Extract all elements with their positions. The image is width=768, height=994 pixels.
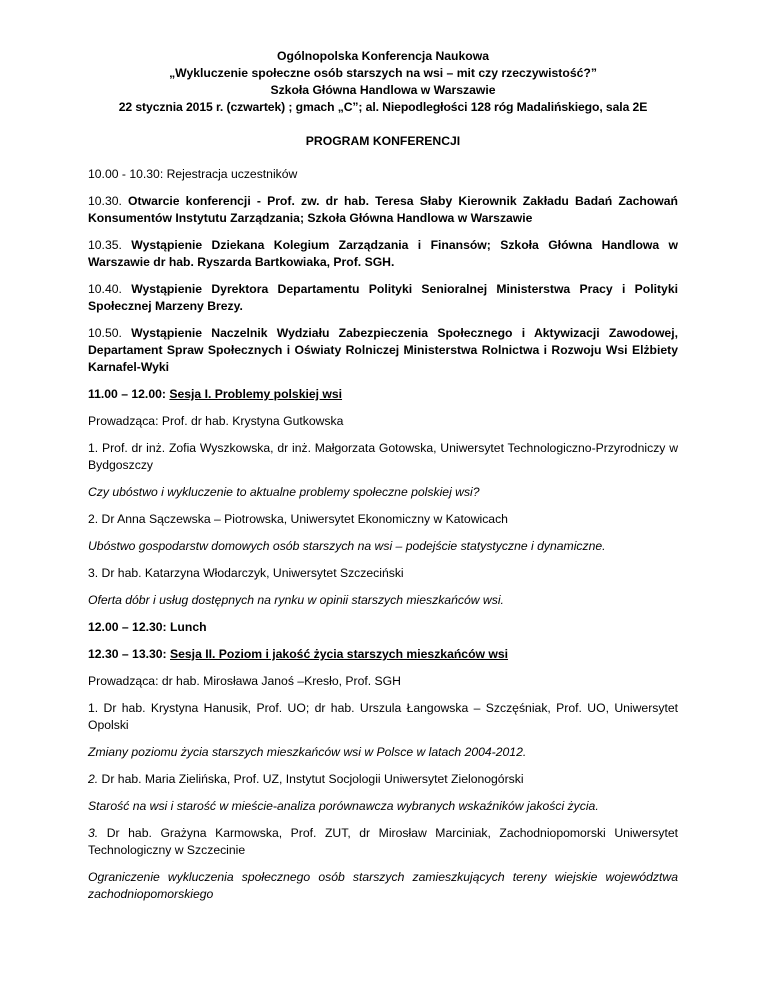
session-2-talk-3-title: Ograniczenie wykluczenia społecznego osób starszych zamieszkujących tereny wiejskie województwa zachodniopomorskiego — [88, 870, 678, 901]
session-2-chair: Prowadząca: dr hab. Mirosława Janoś –Kresło, Prof. SGH — [88, 674, 401, 688]
session-1-talk-3-authors: 3. Dr hab. Katarzyna Włodarczyk, Uniwersytet Szczeciński — [88, 566, 404, 580]
session-2-talk-3-number: 3. — [88, 826, 99, 840]
session-2-talk-2-title: Starość na wsi i starość w mieście-analiza porównawcza wybranych wskaźników jakości życia. — [88, 799, 599, 813]
dean-item — [88, 237, 678, 271]
director-item — [88, 281, 678, 315]
session-1-time: 11.00 – 12.00: — [88, 387, 166, 401]
director-text: Wystąpienie Dyrektora Departamentu Polityki Senioralnej Ministerstwa Pracy i Polityki Społecznej Marzeny Brezy. — [88, 282, 679, 313]
director-time: 10.40. — [88, 282, 122, 296]
session-2-time: 12.30 – 13.30: — [88, 647, 167, 661]
session-1-talk-3-title: Oferta dóbr i usług dostępnych na rynku w opinii starszych mieszkańców wsi. — [88, 593, 504, 607]
dean-text: Wystąpienie Dziekana Kolegium Zarządzania i Finansów; Szkoła Główna Handlowa w Warszawie dr hab. Ryszarda Bartkowiaka, Prof. SGH. — [88, 238, 679, 269]
session-1-chair: Prowadząca: Prof. dr hab. Krystyna Gutkowska — [88, 414, 344, 428]
registration-item: 10.00 - 10.30: Rejestracja uczestników — [88, 167, 298, 181]
session-1-talk-1-title: Czy ubóstwo i wykluczenie to aktualne problemy społeczne polskiej wsi? — [88, 485, 480, 499]
session-2-heading — [88, 646, 678, 663]
conference-header — [88, 48, 678, 116]
document-page — [88, 48, 678, 903]
session-2-title: Sesja II. Poziom i jakość życia starszych mieszkańców wsi — [170, 647, 509, 661]
session-1-talk-2-authors: 2. Dr Anna Sączewska – Piotrowska, Uniwersytet Ekonomiczny w Katowicach — [88, 512, 508, 526]
header-line-1: Ogólnopolska Konferencja Naukowa — [277, 49, 489, 63]
session-2-talk-2-authors — [88, 771, 678, 788]
session-1-heading — [88, 386, 678, 403]
session-1-talk-2-title: Ubóstwo gospodarstw domowych osób starszych na wsi – podejście statystyczne i dynamiczne. — [88, 539, 606, 553]
session-2-talk-1-title: Zmiany poziomu życia starszych mieszkańców wsi w Polsce w latach 2004-2012. — [88, 745, 527, 759]
naczelnik-text: Wystąpienie Naczelnik Wydziału Zabezpieczenia Społecznego i Aktywizacji Zawodowej, Departament Spraw Społecznych i Oświaty Rolniczej Ministerstwa Rolnictwa i Rozwoju Wsi Elżbiety Karnafel-Wyki — [88, 326, 678, 374]
naczelnik-item — [88, 325, 678, 376]
session-2-talk-2-author-names: Dr hab. Maria Zielińska, Prof. UZ, Instytut Socjologii Uniwersytet Zielonogórski — [98, 772, 524, 786]
lunch-item: 12.00 – 12.30: Lunch — [88, 620, 207, 634]
opening-time: 10.30. — [88, 194, 122, 208]
session-2-talk-3-author-names: Dr hab. Grażyna Karmowska, Prof. ZUT, dr Mirosław Marciniak, Zachodniopomorski Uniwersytet Technologiczny w Szczecinie — [88, 826, 678, 857]
opening-item — [88, 193, 678, 227]
session-2-talk-3-authors — [88, 825, 678, 859]
header-line-3: Szkoła Główna Handlowa w Warszawie — [270, 83, 496, 97]
dean-time: 10.35. — [88, 238, 122, 252]
session-1-talk-1-authors: 1. Prof. dr inż. Zofia Wyszkowska, dr inż. Małgorzata Gotowska, Uniwersytet Technologiczno-Przyrodniczy w Bydgoszczy — [88, 441, 678, 472]
session-2-talk-2-number: 2. — [88, 772, 99, 786]
header-line-4: 22 stycznia 2015 r. (czwartek) ; gmach „C”; al. Niepodległości 128 róg Madalińskiego, sala 2E — [118, 100, 648, 114]
header-line-2: „Wykluczenie społeczne osób starszych na wsi – mit czy rzeczywistość?” — [169, 66, 597, 80]
opening-text: Otwarcie konferencji - Prof. zw. dr hab. Teresa Słaby Kierownik Zakładu Badań Zachowań Konsumentów Instytutu Zarządzania; Szkoła Główna Handlowa w Warszawie — [88, 194, 678, 225]
naczelnik-time: 10.50. — [88, 326, 122, 340]
session-2-talk-1-authors: 1. Dr hab. Krystyna Hanusik, Prof. UO; dr hab. Urszula Łangowska – Szczęśniak, Prof. UO, Uniwersytet Opolski — [88, 701, 678, 732]
program-title: PROGRAM KONFERENCJI — [305, 134, 461, 148]
session-1-title: Sesja I. Problemy polskiej wsi — [169, 387, 343, 401]
